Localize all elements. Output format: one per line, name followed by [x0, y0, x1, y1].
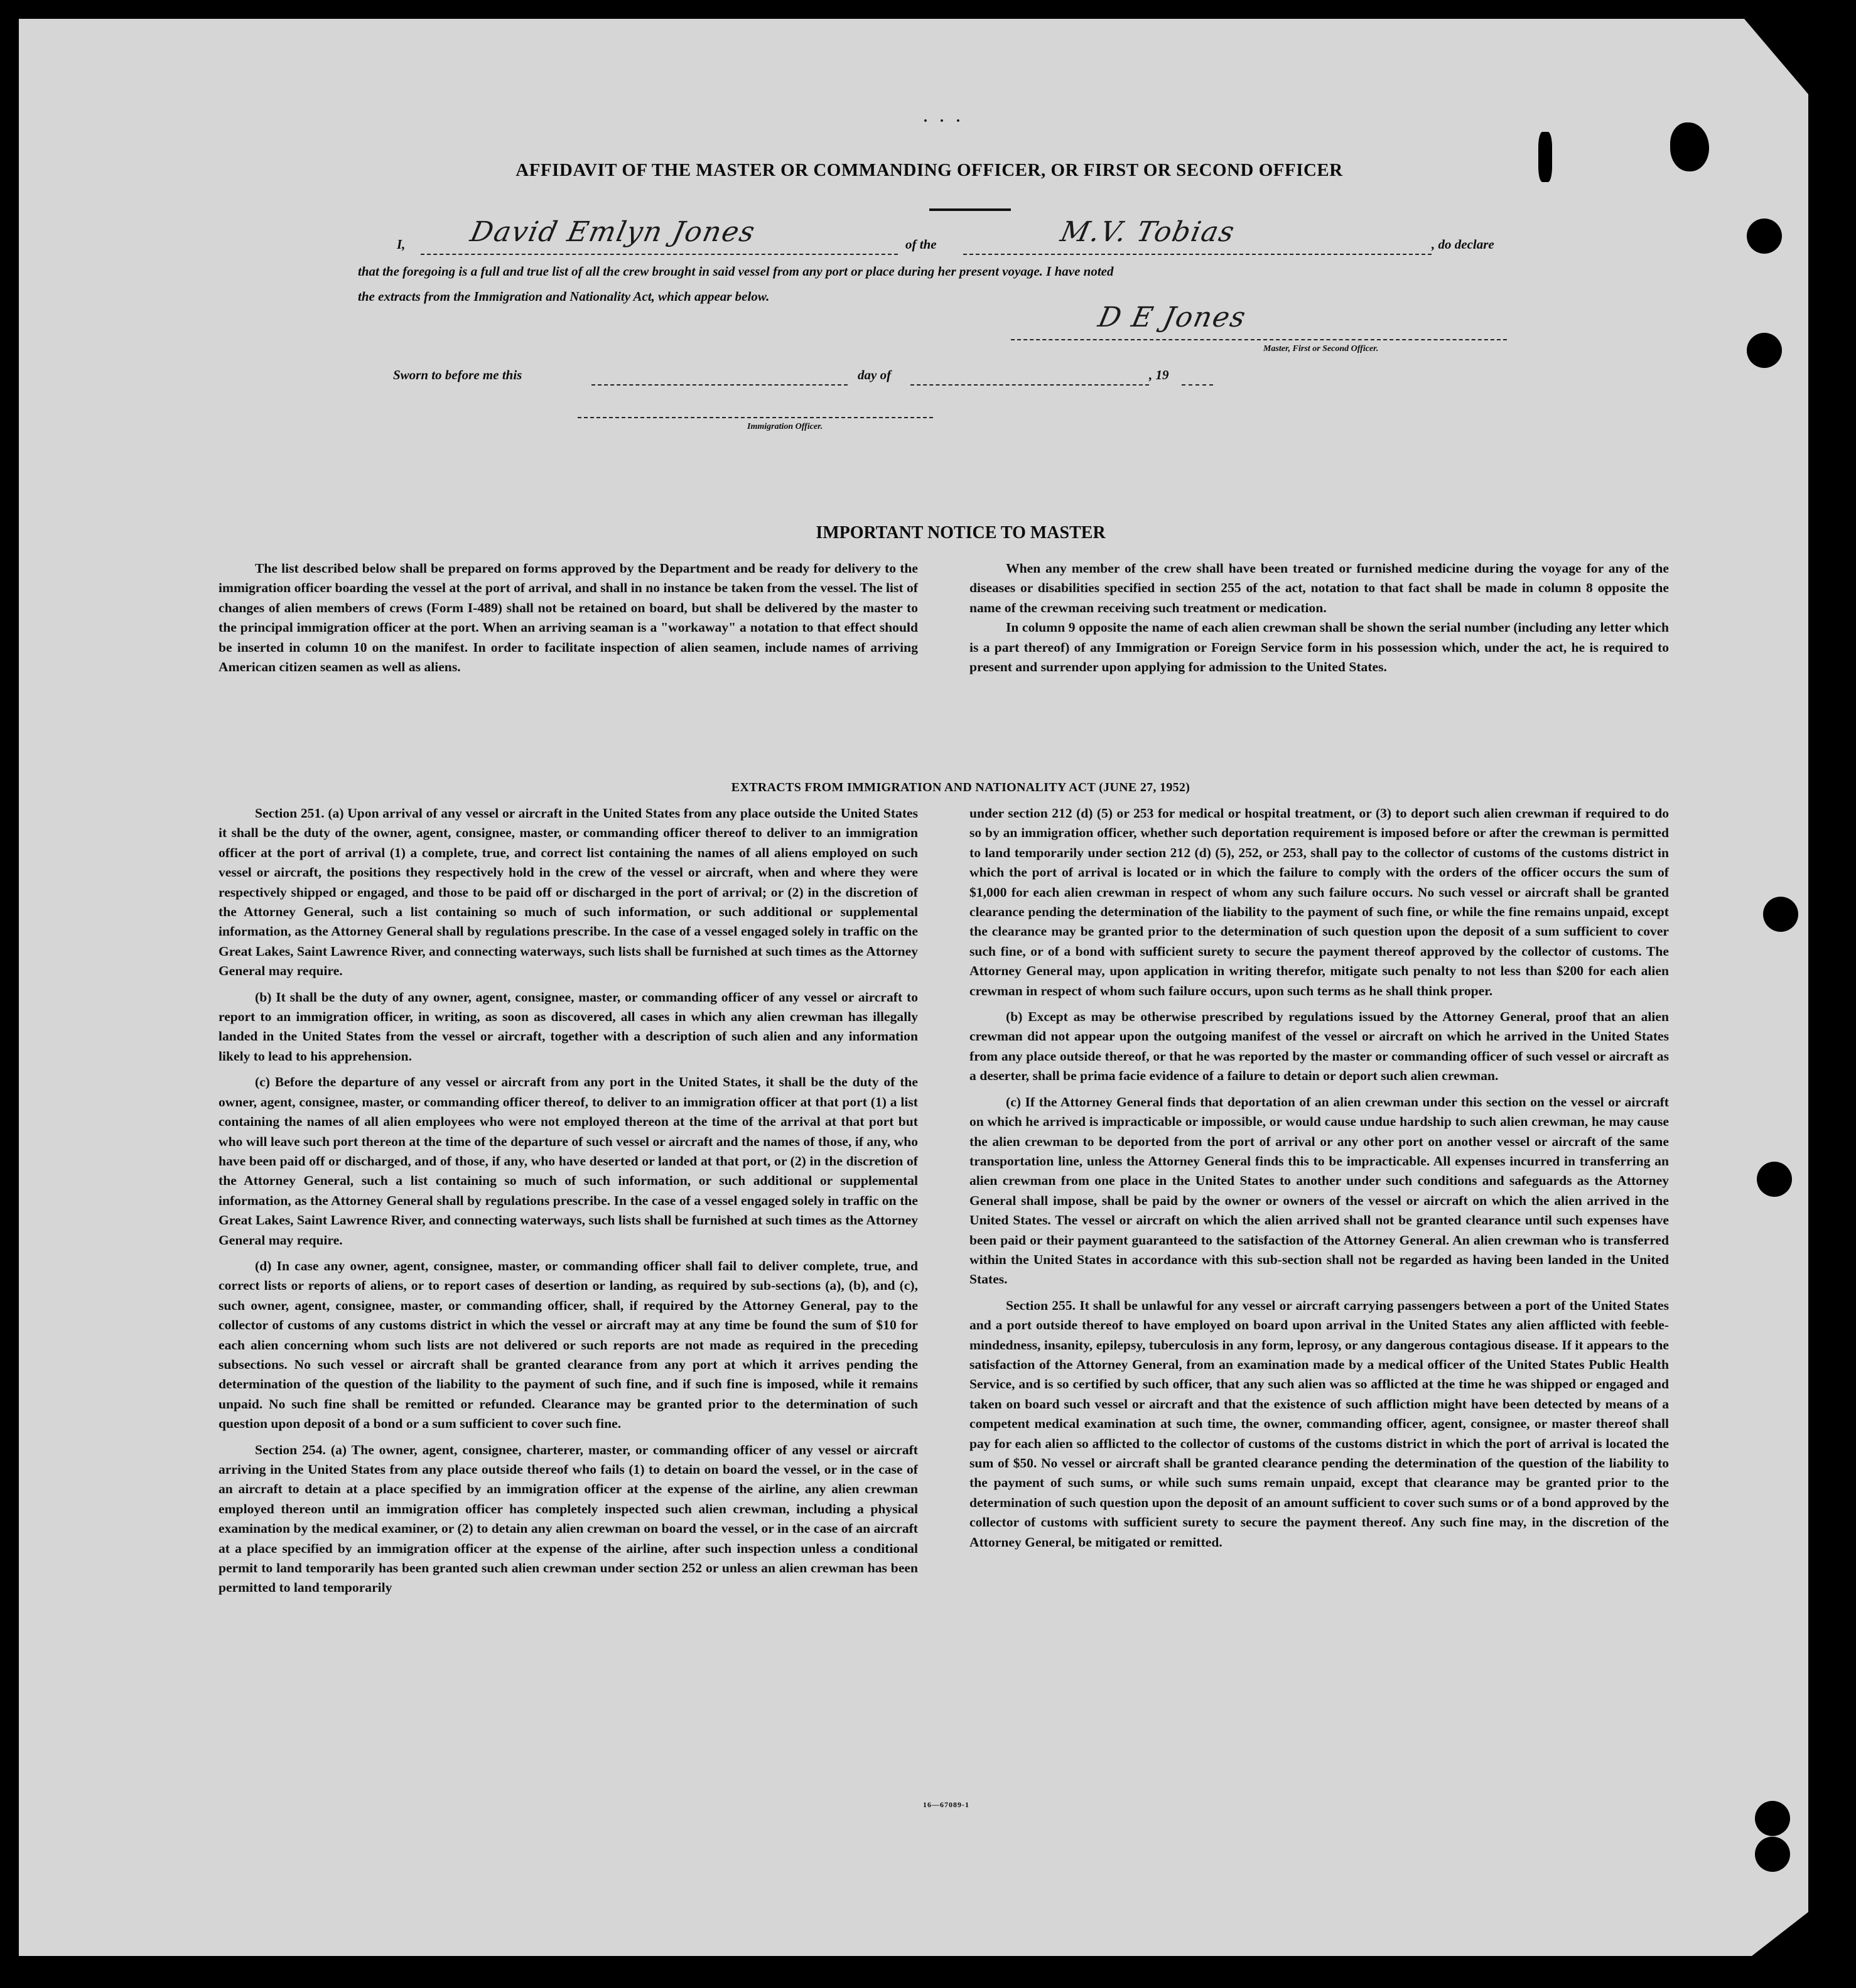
immigration-officer-caption: Immigration Officer.	[747, 422, 823, 431]
immigration-officer-blank	[578, 403, 933, 418]
signature-blank	[1011, 325, 1507, 340]
sworn-day-of: day of	[858, 367, 892, 382]
officer-signature: D E Jones	[1095, 301, 1249, 333]
sworn-year-blank	[1182, 370, 1213, 386]
ink-blot	[1670, 122, 1709, 171]
decl-of-the: of the	[905, 237, 937, 252]
document-page	[19, 19, 1808, 1956]
notice-left-column	[219, 559, 918, 677]
decl-do-declare: , do declare	[1432, 237, 1494, 252]
master-name-handwritten: David Emlyn Jones	[467, 216, 759, 248]
section-255: Section 255. It shall be unlawful for any vessel or aircraft carrying passengers between a port of the United States and a port outside thereof to have employed on board upon arrival in the United States any alien afflicted with feeble-mindedness, insanity, epilepsy, tuberculosis in any form, leprosy, or any dangerous contagious disease. If it appears to the satisfaction of the Attorney General, from an examination made by a medical officer of the United States Public Health Service, and is so certified by such officer, that any such alien was so afflicted at the time he was shipped or engaged and taken on board such vessel or aircraft and that the existence of such affliction might have been detected by means of a competent medical examination at such time, the owner, commanding officer, agent, consignee, or master thereof shall pay for each alien so afflicted to the collector of customs of the customs district in which the port of arrival is located the sum of $50. No vessel or aircraft shall be granted clearance pending the determination of the question of the liability to the payment of such sums, or while such sums remain unpaid, except that clearance may be granted prior to the determination of such question upon the deposit of an amount sufficient to cover such sums or of a bond approved by the collector of customs with sufficient surety to secure the payment thereof. Any such fine may, in the discretion of the Attorney General, be mitigated or remitted.	[969, 1297, 1669, 1550]
sworn-year-prefix: , 19	[1149, 367, 1169, 382]
decl-prefix: I,	[397, 237, 406, 252]
section-254-a: Section 254. (a) The owner, agent, consignee, charterer, master, or commanding officer of any vessel or aircraft arriving in the United States from any place outside thereof who fails (1) to detain on board the vessel, or in the case of an aircraft to detain at a place specified by an immigration officer at the expense of the airline, any alien crewman employed thereon until an immigration officer has completely inspected such alien crewman, including a physical examination by the medical examiner, or (2) to detain any alien crewman on board the vessel, or in the case of an aircraft at a place specified by an immigration officer at the expense of the airline, after such inspection unless a conditional permit to land temporarily has been granted such alien crewman under section 252 or unless an alien crewman has been permitted to land temporarily	[219, 1442, 918, 1596]
section-254-a-continued: under section 212 (d) (5) or 253 for medical or hospital treatment, or (3) to deport such alien crewman if required to do so by an immigration officer, whether such deportation requirement is imposed before or after the crewman is permitted to land temporarily under section 212 (d) (5), 252, or 253, shall pay to the collector of customs of the customs district in which the port of arrival is located or in which the failure to comply with the orders of the officer occurs the sum of $1,000 for each alien crewman in respect of whom any such failure occurs. No such vessel or aircraft shall be granted clearance pending the determination of the liability to the payment of such fine, or while the fine remains unpaid, except the clearance may be granted prior to the determination of such question upon the deposit of a sum sufficient to cover such fine, or of a bond with sufficient surety to secure the payment thereof approved by the collector of customs. The Attorney General may, upon application in writing therefor, mitigate such penalty to not less than $200 for each alien crewman in respect of whom such failure occurs, upon such terms as he shall think proper.	[969, 806, 1669, 998]
section-251-d: (d) In case any owner, agent, consignee, master, or commanding officer shall fail to deliver complete, true, and correct lists or reports of aliens, or to report cases of desertion or landing, as required by sub-sections (a), (b), and (c), such owner, agent, consignee, master, or commanding officer, shall, if required by the Attorney General, pay to the collector of customs of any customs district in which the vessel or aircraft may at any time be found the sum of $10 for each alien concerning whom such lists are not delivered or such reports are not made as required in the preceding subsections. No such vessel or aircraft shall be granted clearance from any port at which it arrives pending the determination of the question of the liability to the payment of such fine, and if such fine is imposed, while it remains unpaid. No such fine shall be remitted or refunded. Clearance may be granted prior to the determination of such question upon deposit of a bond or a sum sufficient to cover such fine.	[219, 1258, 918, 1432]
torn-corner-bottom	[1752, 1912, 1808, 1956]
form-number: 16—67089-1	[923, 1800, 969, 1809]
punch-hole	[1747, 219, 1782, 254]
punch-hole	[1757, 1162, 1792, 1197]
punch-hole	[1755, 1801, 1790, 1836]
section-251-b: (b) It shall be the duty of any owner, agent, consignee, master, or commanding officer of any vessel or aircraft to report to an immigration officer, in writing, as soon as discovered, all cases in which any alien crewman has illegally landed in the United States from the vessel or aircraft, together with a description of such alien and any information likely to lead to his apprehension.	[219, 989, 918, 1064]
notice-right-column	[969, 559, 1669, 677]
notice-right-text-2: In column 9 opposite the name of each alien crewman shall be shown the serial number (including any letter which is a part thereof) of any Immigration or Foreign Service form in his possession which, under the act, he is required to present and surrender upon applying for admission to the United States.	[969, 620, 1669, 675]
sworn-day-blank	[591, 370, 848, 386]
sworn-month-blank	[910, 370, 1149, 386]
section-254-c: (c) If the Attorney General finds that deportation of an alien crewman under this section on the vessel or aircraft on which he arrived is impracticable or impossible, or would cause undue hardship to such alien crewman, he may cause the alien crewman to be deported from the port of arrival or any other port on another vessel or aircraft of the same transportation line, unless the Attorney General finds this to be impracticable. All expenses incurred in transferring an alien crewman from one place in the United States to another under such conditions and safeguards as the Attorney General shall impose, shall be paid by the owner or owners of the vessel or aircraft on which the alien arrived in the United States. The vessel or aircraft on which the alien arrived shall not be granted clearance until such expenses have been paid or their payment guaranteed to the satisfaction of the Attorney General. An alien crewman who is transferred within the United States in accordance with this sub-section shall not be regarded as having been landed in the United States.	[969, 1094, 1669, 1287]
vessel-name-handwritten: M.V. Tobias	[1057, 216, 1238, 248]
section-251-c: (c) Before the departure of any vessel or aircraft from any port in the United States, it shall be the duty of the owner, agent, consignee, master, or commanding officer thereof, to deliver to an immigration officer at that port (1) a list containing the names of all alien employees who were not employed thereon at the time of the arrival at that port but who will leave such port thereon at the time of the departure of such vessel or aircraft and the names of those, if any, who have been paid off or discharged, and of those, if any, who have deserted or landed at that port, or (2) in the discretion of the Attorney General, such a list containing so much of such information, or such additional or supplemental information, as the Attorney General shall by regulations prescribe. In the case of a vessel engaged solely in traffic on the Great Lakes, Saint Lawrence River, and connecting waterways, such lists shall be furnished at such times as the Attorney General may require.	[219, 1074, 918, 1248]
ink-blot	[1538, 132, 1552, 182]
punch-hole	[1747, 333, 1782, 368]
signature-caption: Master, First or Second Officer.	[1263, 344, 1379, 354]
punch-hole	[1763, 897, 1798, 932]
decl-line-2: that the foregoing is a full and true list of all the crew brought in said vessel from any port or place during her present voyage. I have noted	[358, 264, 1114, 279]
top-smudge: · · ·	[923, 113, 965, 129]
extracts-left-column	[219, 804, 918, 1598]
torn-corner	[1733, 19, 1808, 94]
affidavit-title: AFFIDAVIT OF THE MASTER OR COMMANDING OFFICER, OR FIRST OR SECOND OFFICER	[515, 160, 1343, 180]
section-254-b: (b) Except as may be otherwise prescribed by regulations issued by the Attorney General, proof that an alien crewman did not appear upon the outgoing manifest of the vessel or aircraft on which he arrived in the United States from any place outside thereof, or that he was reported by the master or commanding officer of such vessel or aircraft as a deserter, shall be prima facie evidence of a failure to detain or deport such alien crewman.	[969, 1009, 1669, 1084]
decl-line-3: the extracts from the Immigration and Nationality Act, which appear below.	[358, 289, 770, 304]
extracts-title: EXTRACTS FROM IMMIGRATION AND NATIONALITY ACT (JUNE 27, 1952)	[731, 781, 1190, 794]
extracts-right-column	[969, 804, 1669, 1552]
notice-right-text-1: When any member of the crew shall have been treated or furnished medicine during the voyage for any of the diseases or disabilities specified in section 255 of the act, notation to that fact shall be made in column 8 opposite the name of the crewman receiving such treatment or medication.	[969, 561, 1669, 615]
sworn-label: Sworn to before me this	[393, 367, 522, 382]
notice-left-text: The list described below shall be prepared on forms approved by the Department and be ready for delivery to the immigration officer boarding the vessel at the port of arrival, and shall in no instance be taken from the vessel. The list of changes of alien members of crews (Form I-489) shall not be retained on board, but shall be delivered by the master to the principal immigration officer at the port. When an arriving seaman is a "workaway" a notation to that effect should be inserted in column 10 on the manifest. In order to facilitate inspection of alien seamen, include names of arriving American citizen seamen as well as aliens.	[219, 561, 918, 675]
title-rule	[929, 208, 1011, 211]
section-251-a: Section 251. (a) Upon arrival of any vessel or aircraft in the United States from any place outside the United States it shall be the duty of the owner, agent, consignee, master, or commanding officer thereof to deliver to an immigration officer at the port of arrival (1) a complete, true, and correct list containing the names of all aliens employed on such vessel or aircraft, the positions they respectively hold in the crew of the vessel or aircraft, when and where they were respectively shipped or engaged, and those to be paid off or discharged in the port of arrival; or (2) in the discretion of the Attorney General, such a list containing so much of such information, or such additional or supplemental information, as the Attorney General shall by regulations prescribe. In the case of a vessel engaged solely in traffic on the Great Lakes, Saint Lawrence River, and connecting waterways, such lists shall be furnished at such times as the Attorney General may require.	[219, 806, 918, 979]
punch-hole	[1755, 1837, 1790, 1872]
notice-title: IMPORTANT NOTICE TO MASTER	[816, 523, 1106, 543]
